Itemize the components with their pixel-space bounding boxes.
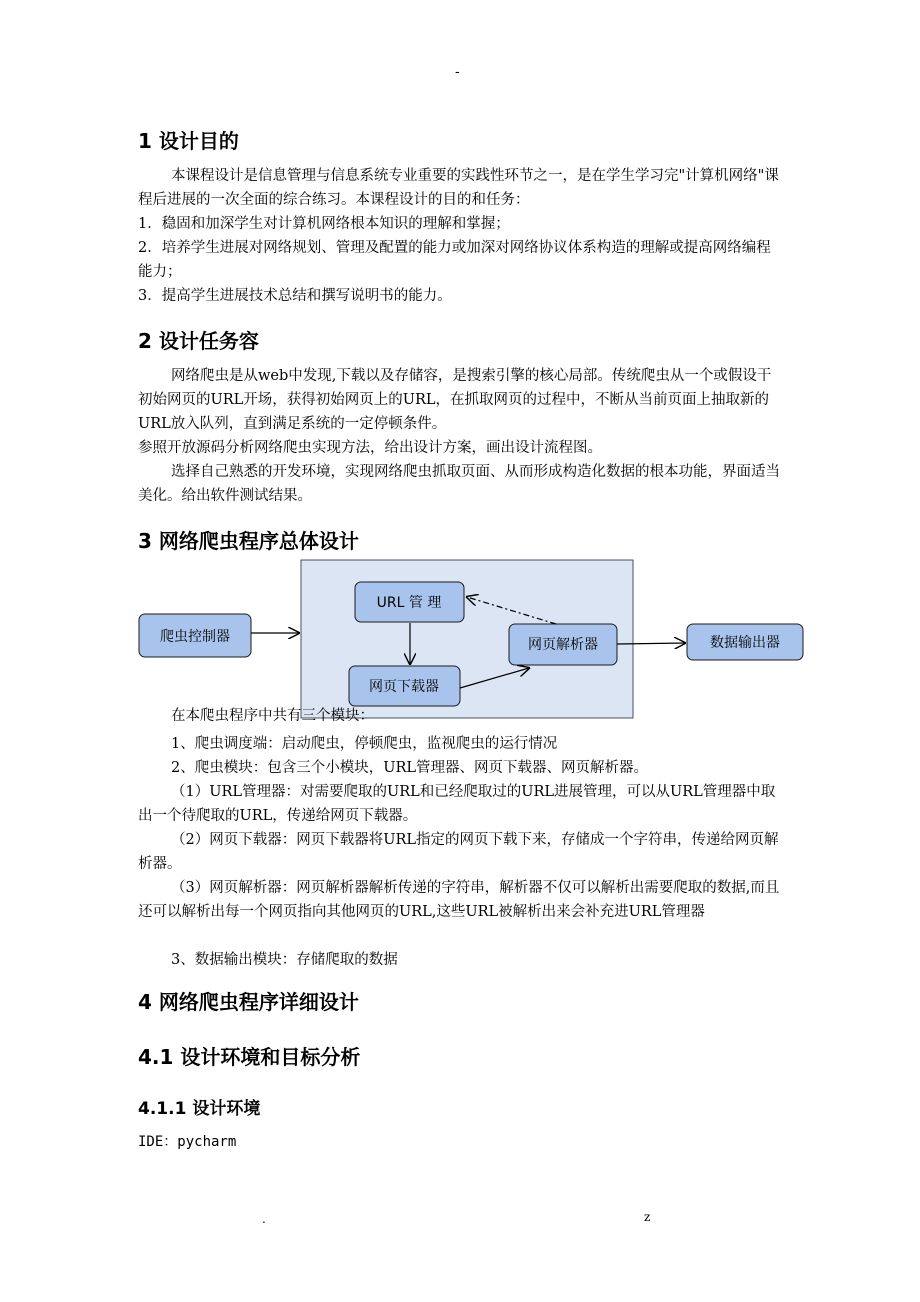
section-4-1-1-title: 4.1.1 设计环境 [138,1099,261,1119]
node-output-label: 数据输出器 [710,635,780,651]
section-3-intro: 在本爬虫程序中共有三个模块： [171,708,374,724]
ide-line: IDE：pycharm [138,1134,237,1150]
node-url-manager-label: URL 管 理 [376,595,442,611]
node-parser-label: 网页解析器 [528,637,598,653]
section-1-item-2: 2．培养学生进展对网络规划、管理及配置的能力或加深对网络协议体系构造的理解或提高网络编程能力； [138,240,771,280]
section-3-line-3: （1）URL管理器：对需要爬取的URL和已经爬取过的URL进展管理，可以从URL管理器中取出一个待爬取的URL，传递给网页下载器。 [138,784,776,824]
section-3-line-5: （3）网页解析器：网页解析器解析传递的字符串，解析器不仅可以解析出需要爬取的数据,而且还可以解析出每一个网页指向其他网页的URL,这些URL被解析出来会补充进URL管理器 [138,880,780,920]
section-4-title: 4 网络爬虫程序详细设计 [138,990,359,1014]
section-2-paragraph-2: 参照开放源码分析网络爬虫实现方法，给出设计方案，画出设计流程图。 [138,440,602,456]
section-2-paragraph-3: 选择自己熟悉的开发环境，实现网络爬虫抓取页面、从而形成构造化数据的根本功能，界面适当美化。给出软件测试结果。 [138,464,780,504]
section-3-line-2: 2、爬虫模块：包含三个小模块，URL管理器、网页下载器、网页解析器。 [171,760,648,776]
section-1-item-1: 1．稳固和加深学生对计算机网络根本知识的理解和掌握； [138,216,510,232]
section-1-title: 1 设计目的 [138,129,239,153]
section-3-title: 3 网络爬虫程序总体设计 [138,529,359,553]
header-mark: - [455,64,460,80]
footer-left: . [262,1212,266,1226]
section-1-paragraph: 本课程设计是信息管理与信息系统专业重要的实践性环节之一，是在学生学习完"计算机网络"课程后进展的一次全面的综合练习。本课程设计的目的和任务： [138,168,779,208]
section-3-line-6: 3、数据输出模块：存储爬取的数据 [171,952,398,968]
section-4-1-title: 4.1 设计环境和目标分析 [138,1045,361,1069]
section-2-paragraph-1: 网络爬虫是从web中发现,下载以及存储容，是搜索引擎的核心局部。传统爬虫从一个或假设干初始网页的URL开场，获得初始网页上的URL，在抓取网页的过程中，不断从当前页面上抽取新的URL放入队列，直到满足系统的一定停顿条件。 [138,368,772,432]
section-3-line-4: （2）网页下载器：网页下载器将URL指定的网页下载下来，存储成一个字符串，传递给网页解析器。 [138,832,779,872]
section-1-item-3: 3．提高学生进展技术总结和撰写说明书的能力。 [138,288,452,304]
node-downloader-label: 网页下载器 [369,679,439,695]
footer-right: z [644,1210,651,1224]
node-controller-label: 爬虫控制器 [160,629,230,645]
section-3-line-1: 1、爬虫调度端：启动爬虫，停顿爬虫，监视爬虫的运行情况 [171,736,558,752]
section-2-title: 2 设计任务容 [138,329,259,353]
